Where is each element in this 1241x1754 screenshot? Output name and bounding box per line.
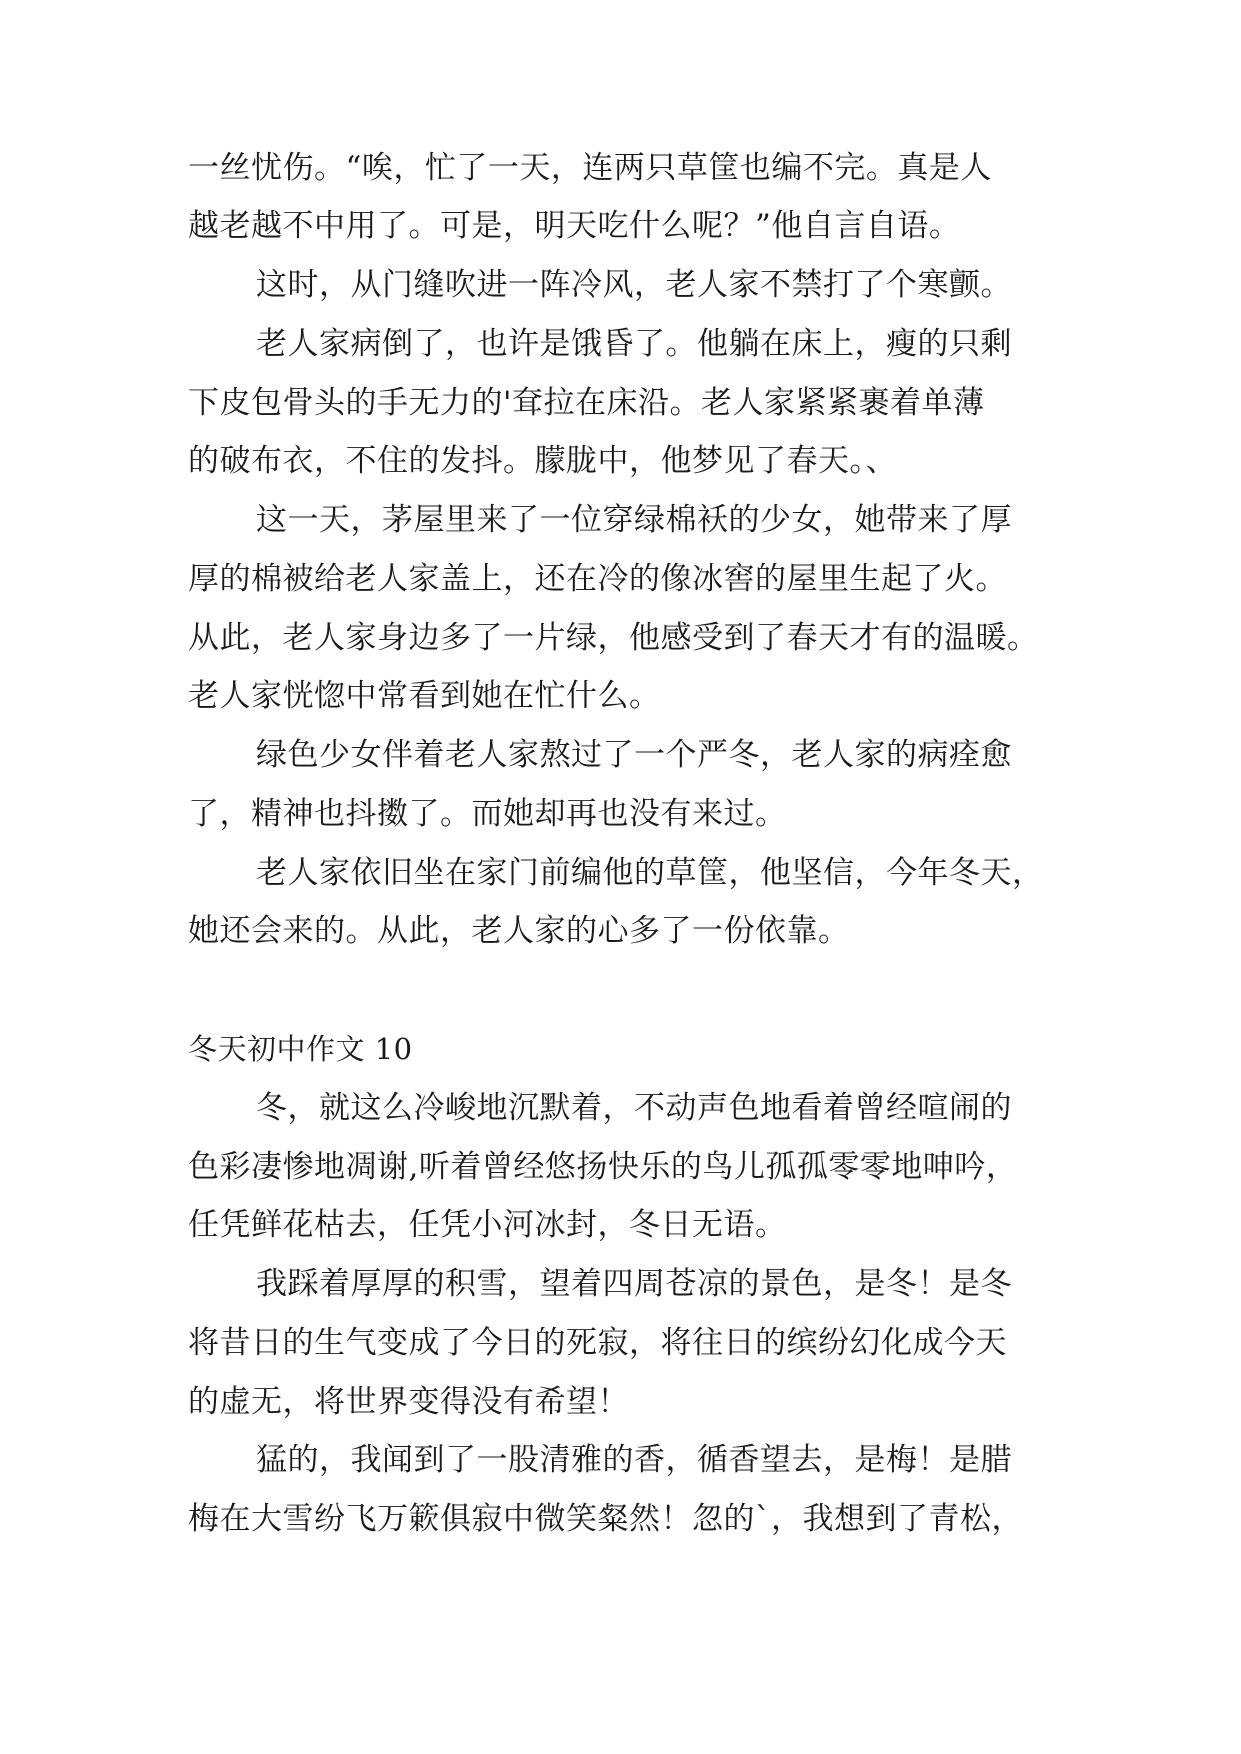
paragraph-line: 梅在大雪纷飞万簌俱寂中微笑粲然！忽的`，我想到了青松， [188, 1501, 1023, 1537]
section-heading: 冬天初中作文 10 [188, 1032, 413, 1066]
paragraph-line: 越老越不中用了。可是，明天吃什么呢？”他自言自语。 [188, 208, 961, 244]
paragraph-line: 了，精神也抖擞了。而她却再也没有来过。 [188, 796, 787, 832]
paragraph-line: 的破布衣，不住的发抖。朦胧中，他梦见了春天。、 [188, 443, 897, 479]
paragraph-line: 将昔日的生气变成了今日的死寂，将往日的缤纷幻化成今天 [188, 1325, 1007, 1361]
paragraph-line: 老人家恍惚中常看到她在忙什么。 [188, 678, 661, 714]
paragraph-line: 色彩凄惨地凋谢,听着曾经悠扬快乐的鸟儿孤孤零零地呻吟， [188, 1149, 1018, 1185]
paragraph-line: 老人家依旧坐在家门前编他的草筐，他坚信，今年冬天， [256, 855, 1044, 891]
paragraph-line: 我踩着厚厚的积雪，望着四周苍凉的景色，是冬！是冬 [256, 1266, 1012, 1302]
paragraph-line: 猛的，我闻到了一股清雅的香，循香望去，是梅！是腊 [256, 1442, 1012, 1478]
paragraph-line: 厚的棉被给老人家盖上，还在冷的像冰窖的屋里生起了火。 [188, 561, 1007, 597]
paragraph-line: 的虚无，将世界变得没有希望！ [188, 1384, 629, 1420]
paragraph-line: 冬，就这么冷峻地沉默着，不动声色地看着曾经喧闹的 [256, 1090, 1012, 1126]
paragraph-line: 从此，老人家身边多了一片绿，他感受到了春天才有的温暖。 [188, 620, 1039, 656]
paragraph-line: 下皮包骨头的手无力的'耷拉在床沿。老人家紧紧裹着单薄 [188, 385, 985, 421]
paragraph-line: 一丝忧伤。“唉，忙了一天，连两只草筐也编不完。真是人 [188, 150, 992, 186]
paragraph-line: 这一天，茅屋里来了一位穿绿棉袄的少女，她带来了厚 [256, 502, 1012, 538]
paragraph-line: 绿色少女伴着老人家熬过了一个严冬，老人家的病痊愈 [256, 737, 1012, 773]
paragraph-line: 这时，从门缝吹进一阵冷风，老人家不禁打了个寒颤。 [256, 267, 1012, 303]
paragraph-line: 老人家病倒了，也许是饿昏了。他躺在床上，瘦的只剩 [256, 326, 1012, 362]
paragraph-line: 她还会来的。从此，老人家的心多了一份依靠。 [188, 913, 850, 949]
paragraph-line: 任凭鲜花枯去，任凭小河冰封，冬日无语。 [188, 1207, 787, 1243]
